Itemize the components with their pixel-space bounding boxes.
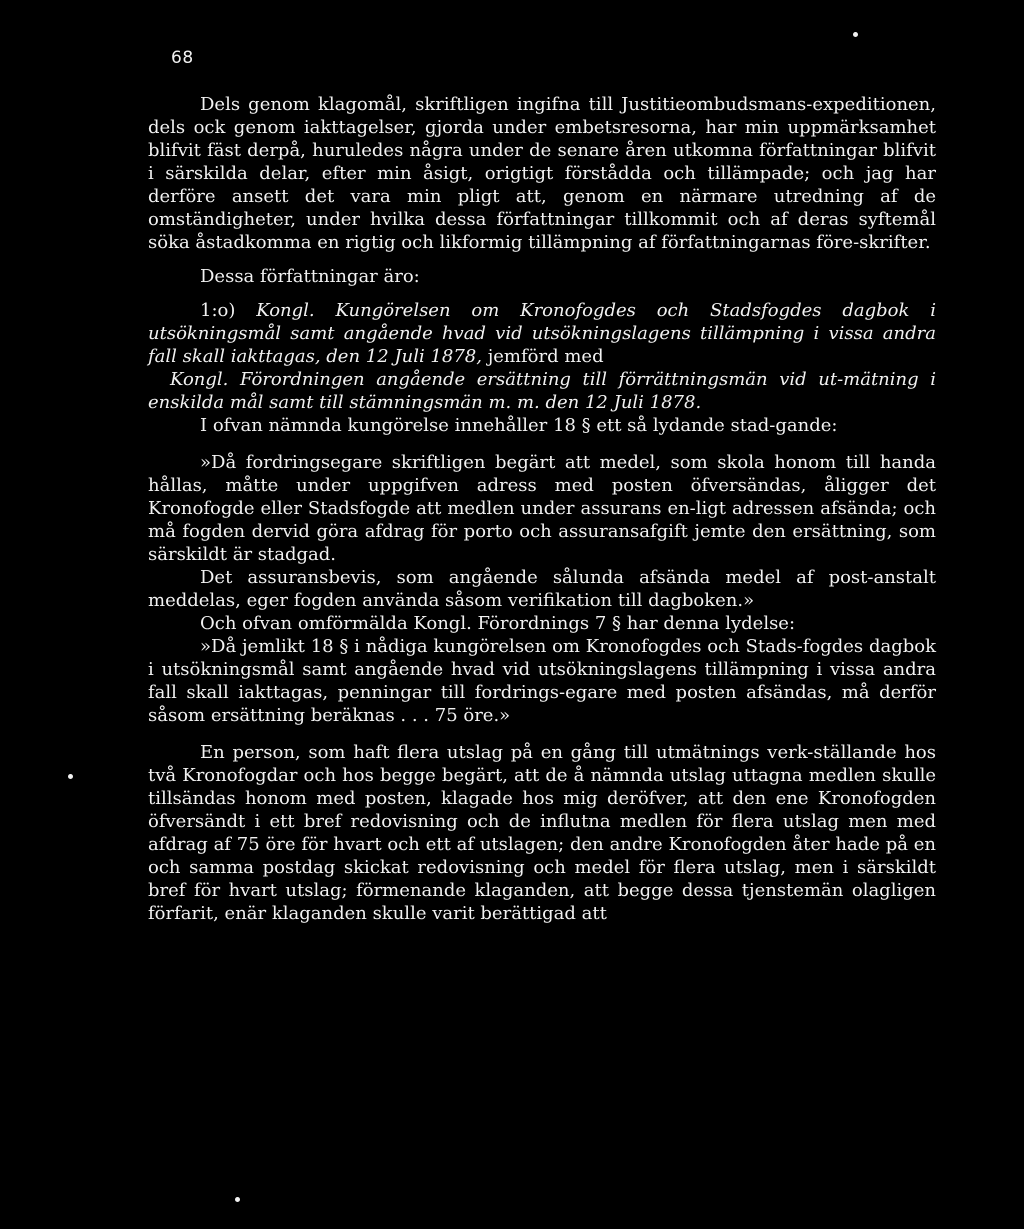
paragraph-3: Och ofvan omförmälda Kongl. Förordnings 7 § har denna lydelse: [200,613,796,634]
list-item-connector: jemförd med [487,346,604,367]
page-number: 68 [171,48,194,68]
list-item-2-title: Kongl. Förordningen angående ersättning till förrättningsmän vid ut-mätning i enskilda mål samt till stämningsmän m. m. den 12 Juli 1878. [148,369,936,413]
quote-1-part-b: Det assuransbevis, som angående sålunda afsända medel af post-anstalt meddelas, eger fogden använda såsom verifikation till dagboken.» [148,567,936,611]
ink-speck [68,774,73,779]
paragraph-2: I ofvan nämnda kungörelse innehåller 18 § ett så lydande stad-gande: [200,415,838,436]
list-item-2 [148,368,936,414]
quote-2: »Då jemlikt 18 § i nådiga kungörelsen om Kronofogdes och Stads-fogdes dagbok i utsökningsmål samt angående hvad vid utsökningslagens tillämpning i vissa andra fall skall iakttagas, penningar till fordrings-egare med posten afsändas, må derför såsom ersättning beräknas . . . 75 öre.» [148,636,936,726]
paragraph-4: En person, som haft flera utslag på en gång till utmätnings verk-ställande hos två Kronofogdar och hos begge begärt, att de å nämnda utslag uttagna medlen skulle tillsändas honom med posten, klagade hos mig deröfver, att den ene Kronofogden öfversändt i ett bref redovisning och de influtna medlen för flera utslag men med afdrag af 75 öre för hvart och ett af utslagen; den andre Kronofogden åter hade på en och samma postdag skickat redovisning och medel för flera utslag, men i särskildt bref för hvart utslag; förmenande klaganden, att begge dessa tjenstemän olagligen förfarit, enär klaganden skulle varit berättigad att [148,742,936,924]
page-body [148,93,936,925]
list-item-1-marker: 1:o) [200,300,236,321]
list-item-1-title: Kongl. Kungörelsen om Kronofogdes och Stadsfogdes dagbok i utsökningsmål samt angående hvad vid utsökningslagens tillämpning i vissa andra fall skall iakttagas, den 12 Juli 1878, [148,300,936,367]
quote-1-part-a: »Då fordringsegare skriftligen begärt att medel, som skola honom till handa hållas, måtte under uppgifven adress med posten öfversändas, åligger det Kronofogde eller Stadsfogde att medlen under assurans en-ligt adressen afsända; och må fogden dervid göra afdrag för porto och assuransafgift jemte den ersättning, som särskildt är stadgad. [148,452,936,565]
list-item-1 [148,299,936,368]
ink-speck [853,32,858,37]
list-intro: Dessa författningar äro: [200,266,420,287]
intro-paragraph: Dels genom klagomål, skriftligen ingifna till Justitieombudsmans-expeditionen, dels ock genom iakttagelser, gjorda under embetsresorna, har min uppmärksamhet blifvit fäst derpå, huruledes några under de senare åren utkomna författningar blifvit i särskilda delar, efter min åsigt, origtigt förstådda och tillämpade; och jag har derföre ansett det vara min pligt att, genom en närmare utredning af de omständigheter, under hvilka dessa författningar tillkommit och af deras syftemål söka åstadkomma en rigtig och likformig tillämpning af författningarnas före-skrifter. [148,94,936,253]
ink-speck [235,1197,240,1202]
